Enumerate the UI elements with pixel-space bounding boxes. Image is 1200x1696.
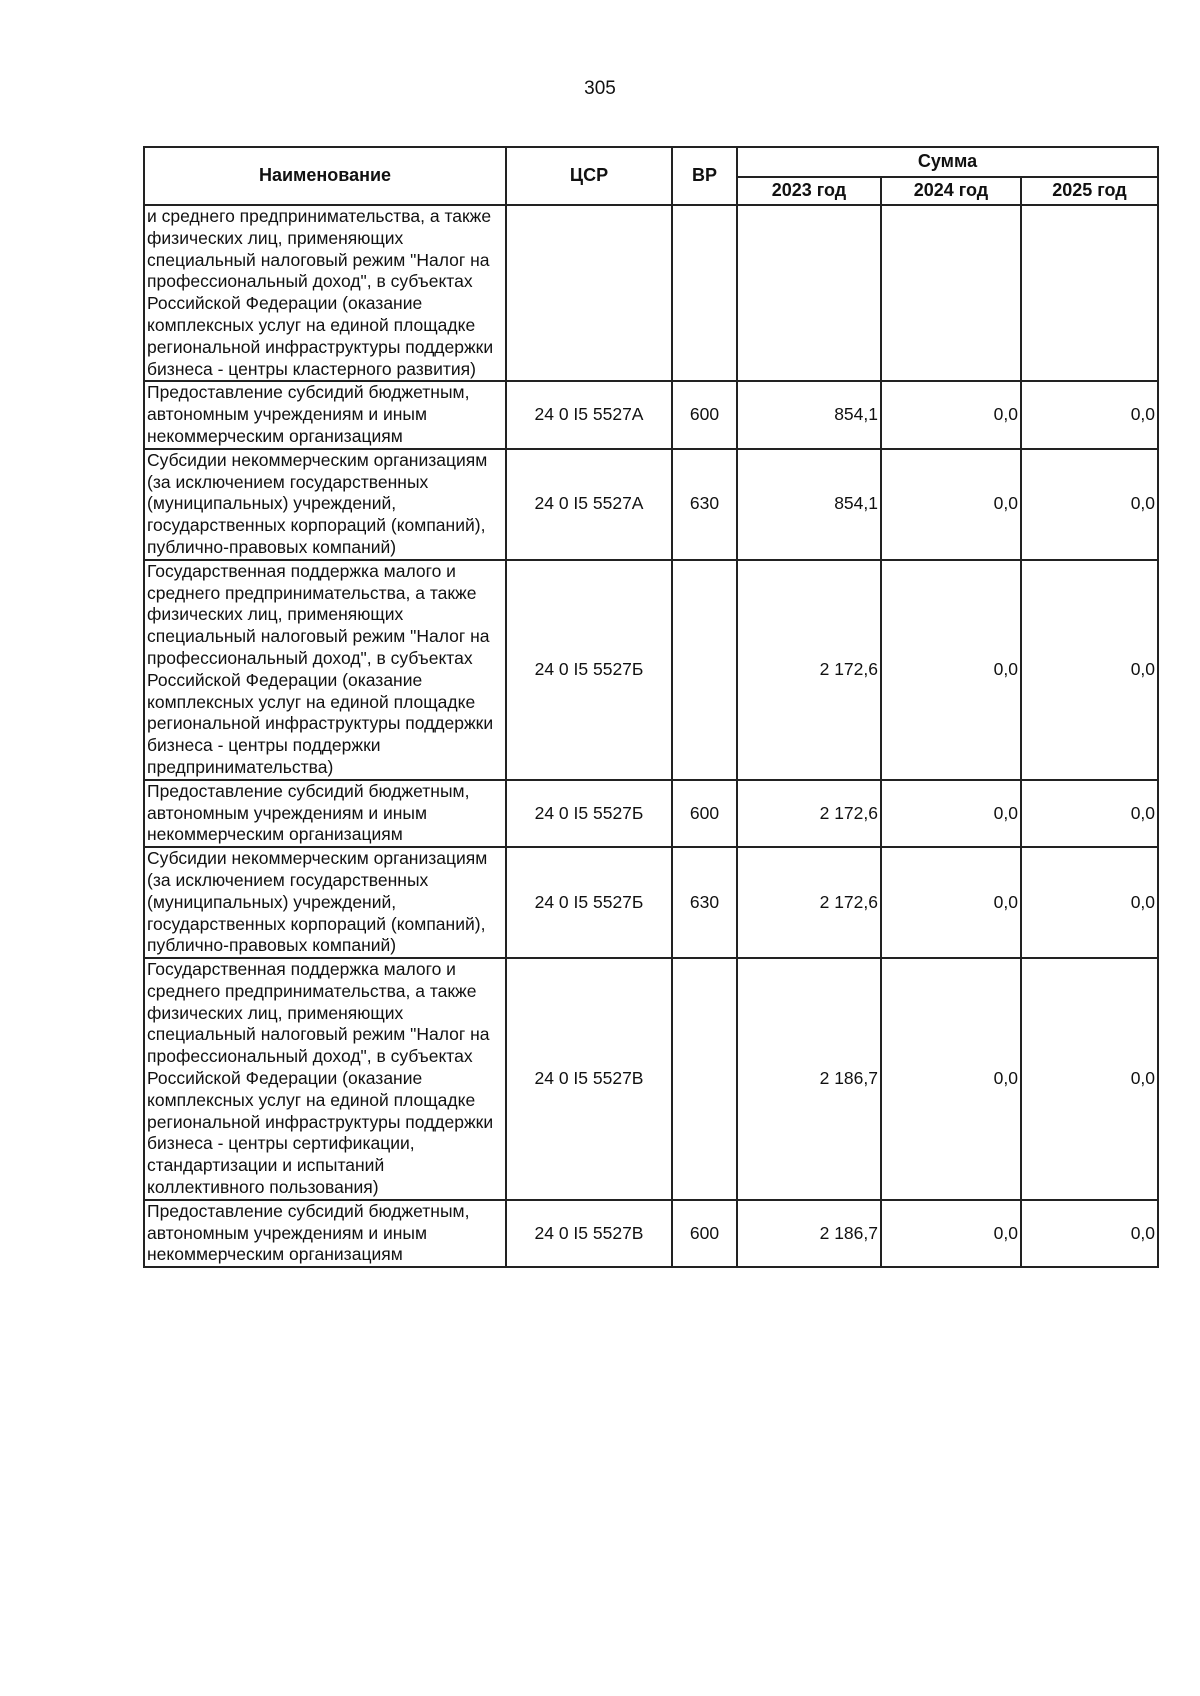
header-csr: ЦСР	[506, 147, 672, 205]
cell-name: Субсидии некоммерческим организациям (за исключением государственных (муниципальных) учреждений, государственных корпораций (компаний), публично-правовых компаний)	[144, 449, 506, 560]
cell-csr: 24 0 I5 5527А	[506, 449, 672, 560]
cell-csr: 24 0 I5 5527В	[506, 1200, 672, 1267]
cell-sum-2025: 0,0	[1021, 780, 1158, 847]
cell-sum-2023: 2 172,6	[737, 780, 881, 847]
table-body	[144, 205, 1158, 1267]
table-row	[144, 205, 1158, 381]
cell-sum-2025: 0,0	[1021, 847, 1158, 958]
cell-name: Государственная поддержка малого и среднего предпринимательства, а также физических лиц, применяющих специальный налоговый режим "Налог на профессиональный доход", в субъектах Российской Федерации (оказание комплексных услуг на единой площадке региональной инфраструктуры поддержки бизнеса - центры поддержки предпринимательства)	[144, 560, 506, 780]
cell-sum-2025: 0,0	[1021, 560, 1158, 780]
cell-name: Предоставление субсидий бюджетным, автономным учреждениям и иным некоммерческим организациям	[144, 780, 506, 847]
cell-sum-2024: 0,0	[881, 1200, 1021, 1267]
cell-vr: 630	[672, 449, 737, 560]
cell-sum-2023	[737, 205, 881, 381]
header-sum: Сумма	[737, 147, 1158, 177]
cell-sum-2025: 0,0	[1021, 381, 1158, 448]
cell-sum-2024	[881, 205, 1021, 381]
cell-sum-2023: 2 172,6	[737, 560, 881, 780]
cell-sum-2025	[1021, 205, 1158, 381]
cell-sum-2023: 2 172,6	[737, 847, 881, 958]
cell-sum-2023: 2 186,7	[737, 1200, 881, 1267]
table-row	[144, 1200, 1158, 1267]
header-vr: ВР	[672, 147, 737, 205]
cell-sum-2025: 0,0	[1021, 1200, 1158, 1267]
cell-csr: 24 0 I5 5527В	[506, 958, 672, 1200]
table-row	[144, 449, 1158, 560]
cell-sum-2024: 0,0	[881, 449, 1021, 560]
table-row	[144, 958, 1158, 1200]
cell-csr: 24 0 I5 5527А	[506, 381, 672, 448]
cell-name: Предоставление субсидий бюджетным, автономным учреждениям и иным некоммерческим организациям	[144, 381, 506, 448]
table-row	[144, 560, 1158, 780]
cell-name: Государственная поддержка малого и среднего предпринимательства, а также физических лиц, применяющих специальный налоговый режим "Налог на профессиональный доход", в субъектах Российской Федерации (оказание комплексных услуг на единой площадке региональной инфраструктуры поддержки бизнеса - центры сертификации, стандартизации и испытаний коллективного пользования)	[144, 958, 506, 1200]
cell-csr	[506, 205, 672, 381]
cell-vr: 600	[672, 780, 737, 847]
table-row	[144, 780, 1158, 847]
cell-csr: 24 0 I5 5527Б	[506, 780, 672, 847]
page-number: 305	[584, 78, 616, 99]
header-row-top	[144, 147, 1158, 177]
cell-vr	[672, 958, 737, 1200]
cell-sum-2024: 0,0	[881, 847, 1021, 958]
cell-name: Субсидии некоммерческим организациям (за исключением государственных (муниципальных) учреждений, государственных корпораций (компаний), публично-правовых компаний)	[144, 847, 506, 958]
cell-sum-2024: 0,0	[881, 381, 1021, 448]
cell-vr	[672, 205, 737, 381]
cell-vr: 630	[672, 847, 737, 958]
header-year-2024: 2024 год	[881, 177, 1021, 205]
cell-csr: 24 0 I5 5527Б	[506, 560, 672, 780]
cell-vr	[672, 560, 737, 780]
cell-sum-2025: 0,0	[1021, 449, 1158, 560]
cell-sum-2023: 854,1	[737, 449, 881, 560]
budget-table	[143, 146, 1159, 1268]
header-name: Наименование	[144, 147, 506, 205]
cell-name: и среднего предпринимательства, а также физических лиц, применяющих специальный налоговый режим "Налог на профессиональный доход", в субъектах Российской Федерации (оказание комплексных услуг на единой площадке региональной инфраструктуры поддержки бизнеса - центры кластерного развития)	[144, 205, 506, 381]
cell-vr: 600	[672, 381, 737, 448]
header-year-2025: 2025 год	[1021, 177, 1158, 205]
cell-sum-2024: 0,0	[881, 958, 1021, 1200]
cell-sum-2023: 2 186,7	[737, 958, 881, 1200]
cell-sum-2025: 0,0	[1021, 958, 1158, 1200]
header-year-2023: 2023 год	[737, 177, 881, 205]
cell-sum-2024: 0,0	[881, 780, 1021, 847]
table-row	[144, 381, 1158, 448]
table-row	[144, 847, 1158, 958]
cell-vr: 600	[672, 1200, 737, 1267]
cell-sum-2023: 854,1	[737, 381, 881, 448]
cell-sum-2024: 0,0	[881, 560, 1021, 780]
cell-name: Предоставление субсидий бюджетным, автономным учреждениям и иным некоммерческим организациям	[144, 1200, 506, 1267]
cell-csr: 24 0 I5 5527Б	[506, 847, 672, 958]
